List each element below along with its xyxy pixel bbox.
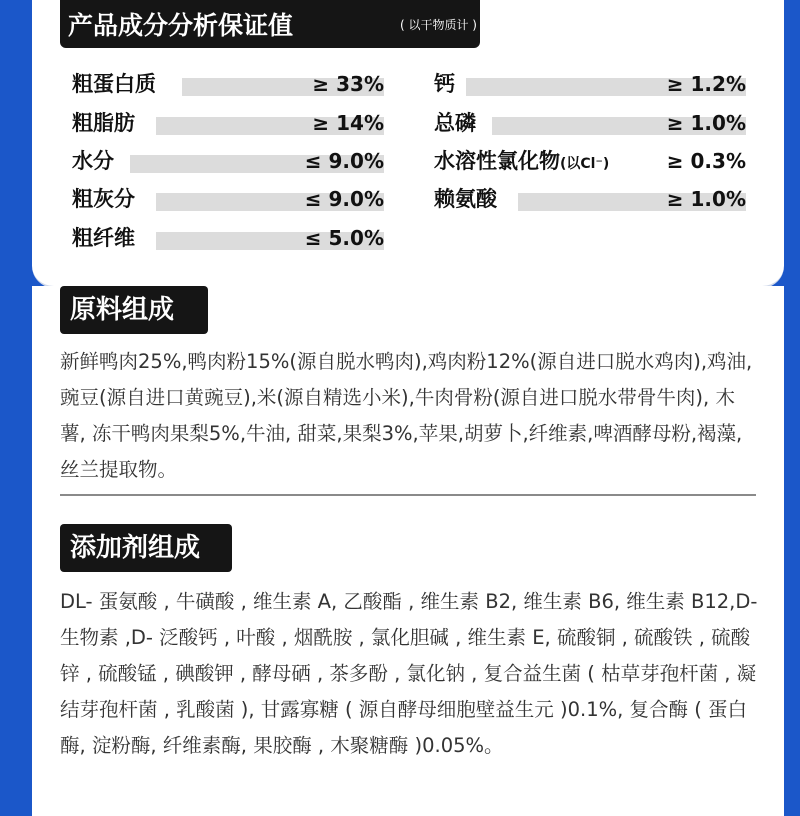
nutrient-row-lysine [434, 185, 746, 213]
nutrient-value: ≤ 5.0% [304, 226, 384, 250]
nutrient-name: 水分 [72, 149, 114, 173]
ingredients-text: 新鲜鸭肉25%,鸭肉粉15%(源自脱水鸭肉),鸡肉粉12%(源自进口脱水鸡肉),鸡油,豌豆(源自进口黄豌豆),米(源自精选小米),牛肉骨粉(源自进口脱水带骨牛肉), 木薯, 冻干鸭肉果梨5%,牛油, 甜菜,果梨3%,苹果,胡萝卜,纤维素,啤酒酵母粉,褐藻,丝兰提取物。 [60, 350, 753, 481]
nutrient-name: 钙 [434, 72, 455, 96]
analysis-title-label [60, 0, 480, 48]
ingredients-title: 原料组成 [60, 286, 208, 334]
nutrient-name: 赖氨酸 [434, 187, 497, 211]
nutrient-value: ≤ 9.0% [304, 187, 384, 211]
nutrient-row-protein [72, 70, 384, 98]
nutrient-name [434, 147, 609, 178]
nutrient-row-calcium [434, 70, 746, 98]
nutrient-name-note: (以Cl⁻) [560, 156, 610, 172]
nutrient-row-chloride [434, 147, 746, 175]
nutrient-value: ≥ 1.0% [666, 187, 746, 211]
nutrient-name: 粗脂肪 [72, 111, 135, 135]
nutrient-name: 粗蛋白质 [72, 72, 156, 96]
nutrient-name-text: 水溶性氯化物 [434, 149, 560, 173]
nutrient-row-fat [72, 109, 384, 137]
section-divider [60, 494, 756, 496]
nutrient-name: 总磷 [434, 111, 476, 135]
nutrient-name: 粗纤维 [72, 226, 135, 250]
nutrient-value: ≥ 33% [312, 72, 384, 96]
nutrient-value: ≥ 1.2% [666, 72, 746, 96]
additives-text: DL- 蛋氨酸 , 牛磺酸 , 维生素 A, 乙酸酯 , 维生素 B2, 维生素 B6, 维生素 B12,D- 生物素 ,D- 泛酸钙 , 叶酸 , 烟酰胺 , 氯化胆碱 , 维生素 E, 硫酸铜 , 硫酸铁 , 硫酸锌 , 硫酸锰 , 碘酸钾 , 酵母硒 , 茶多酚 , 氯化钠 , 复合益生菌 ( 枯草芽孢杆菌 , 凝结芽孢杆菌 , 乳酸菌 ), 甘露寡糖 ( 源自酵母细胞壁益生元 )0.1%, 复合酶 ( 蛋白酶, 淀粉酶, 纤维素酶, 果胶酶 , 木聚糖酶 )0.05%。 [60, 590, 758, 757]
analysis-subtitle: ( 以干物质计 ) [400, 18, 477, 32]
nutrient-value: ≥ 1.0% [666, 111, 746, 135]
nutrient-row-moisture [72, 147, 384, 175]
nutrient-name: 粗灰分 [72, 187, 135, 211]
nutrient-value: ≥ 14% [312, 111, 384, 135]
nutrient-value: ≤ 9.0% [304, 149, 384, 173]
nutrient-row-ash [72, 185, 384, 213]
analysis-title: 产品成分分析保证值 [68, 11, 294, 40]
nutrient-row-phosphorus [434, 109, 746, 137]
additives-title: 添加剂组成 [60, 524, 232, 572]
nutrient-value: ≥ 0.3% [666, 149, 746, 173]
nutrient-row-fiber [72, 224, 384, 252]
